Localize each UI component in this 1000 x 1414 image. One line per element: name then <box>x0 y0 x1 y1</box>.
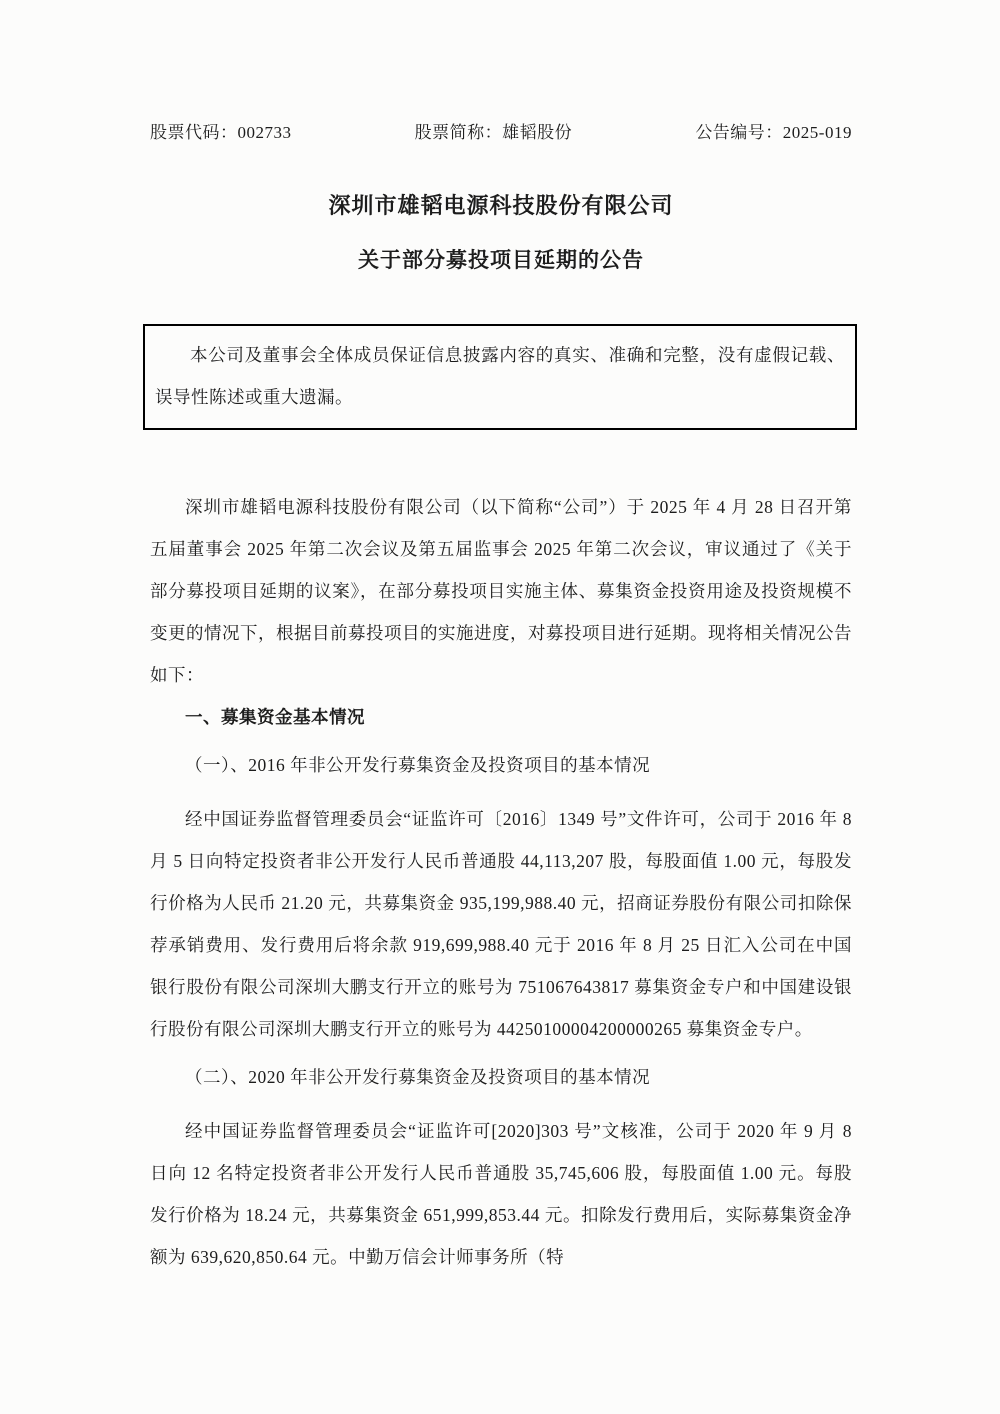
intro-paragraph: 深圳市雄韬电源科技股份有限公司（以下简称“公司”）于 2025 年 4 月 28 日召开第五届董事会 2025 年第二次会议及第五届监事会 2025 年第二次会议，审议通过了《关于部分募投项目延期的议案》，在部分募投项目实施主体、募集资金投资用途及投资规模不变更的情况下，根据目前募投项目的实施进度，对募投项目进行延期。现将相关情况公告如下： <box>150 497 852 685</box>
document-body <box>150 486 852 1278</box>
announcement-title: 关于部分募投项目延期的公告 <box>358 249 644 272</box>
subsection-heading-2020: （二）、2020 年非公开发行募集资金及投资项目的基本情况 <box>185 1067 651 1087</box>
section-heading-fund-basic-info: 一、募集资金基本情况 <box>185 707 365 727</box>
paragraph-2020-details: 经中国证券监督管理委员会“证监许可[2020]303 号”文核准，公司于 2020 年 9 月 8 日向 12 名特定投资者非公开发行人民币普通股 35,745,606 股，每股面值 1.00 元。每股发行价格为 18.24 元，共募集资金 651,999,853.44 元。扣除发行费用后，实际募集资金净额为 639,620,850.64 元。中勤万信会计师事务所（特 <box>150 1121 852 1267</box>
disclaimer-text: 本公司及董事会全体成员保证信息披露内容的真实、准确和完整，没有虚假记载、误导性陈述或重大遗漏。 <box>155 345 845 407</box>
company-title: 深圳市雄韬电源科技股份有限公司 <box>328 193 674 218</box>
stock-code: 股票代码：002733 <box>150 123 292 142</box>
subsection-heading-2016: （一）、2016 年非公开发行募集资金及投资项目的基本情况 <box>185 755 651 775</box>
disclaimer-box <box>143 324 857 430</box>
stock-short-name: 股票简称：雄韬股份 <box>414 123 573 142</box>
document-header <box>150 118 852 143</box>
announcement-number: 公告编号：2025-019 <box>695 123 852 142</box>
paragraph-2016-details: 经中国证券监督管理委员会“证监许可〔2016〕1349 号”文件许可，公司于 2016 年 8 月 5 日向特定投资者非公开发行人民币普通股 44,113,207 股，每股面值 1.00 元，每股发行价格为人民币 21.20 元，共募集资金 935,199,988.40 元，招商证券股份有限公司扣除保荐承销费用、发行费用后将余款 919,699,988.40 元于 2016 年 8 月 25 日汇入公司在中国银行股份有限公司深圳大鹏支行开立的账号为 751067643817 募集资金专户和中国建设银行股份有限公司深圳大鹏支行开立的账号为 44250100004200000265 募集资金专户。 <box>150 809 852 1039</box>
